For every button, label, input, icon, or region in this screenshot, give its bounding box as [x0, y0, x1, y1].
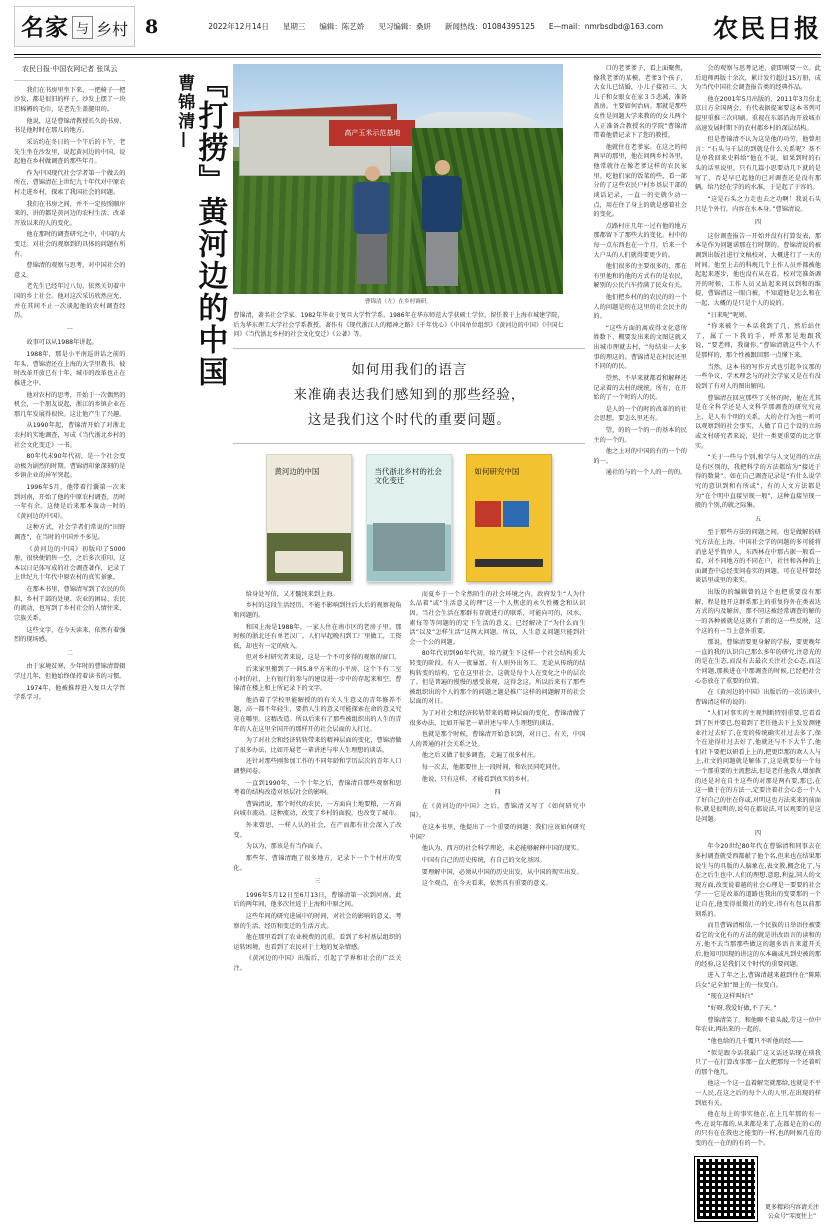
paragraph: 他认为，西方的社会科学理论，未必能够解释中国的现实。 [421, 845, 583, 853]
paragraph: 故事可以从1988年讲起。 [26, 339, 98, 347]
paragraph: 我们在书房之间，并不一定按照顺序来的，讲的都是黄河边的农村生活、改革开放以来的人的变化。 [14, 200, 126, 227]
intern-editor-name: 见习编辑：桑妍 [378, 22, 431, 31]
paragraph: 1996年5月，他带着行囊第一次来到河南，开始了他的中原农村调查，历时一年有余。这便是后来那本轰动一时的《黄河边的中国》。 [14, 484, 126, 520]
paragraph: “日来呢”呢则。 [707, 311, 751, 319]
paragraph: 通社的与的一个人的一的的。 [605, 469, 687, 477]
editor-name: 编辑：陈艺娇 [319, 22, 365, 31]
masthead-divider [14, 54, 821, 55]
paragraph: 为了对社会和经济转轨带来的精神层面的变化，曹锦清做了很多办法，比如开展老一辈讲述与牢人生理想的谈话。 [233, 737, 402, 754]
pull-quote-line-2: 来准确表达我们感知到的那些经验， [293, 386, 526, 403]
section-marker: 四 [754, 219, 762, 227]
issue-weekday: 星期三 [282, 22, 306, 31]
paragraph: 《黄河边的中国》出版后，引起了学界和社会的广泛关注。 [233, 955, 402, 973]
paragraph: 曹锦清的观察与思考，对中国社会的意义。 [14, 262, 126, 279]
masthead-meta [208, 21, 663, 32]
paragraph: 他在那里看到了农业税费的沉重，看到了乡村基层组织的运转困境，也看到了农民对于土地的复杂情感。 [233, 934, 402, 951]
column-middle [233, 64, 585, 1221]
paragraph: 外来曾思，一样人认的社会，在产而都有社会深入了改变。 [233, 822, 402, 839]
paragraph: 至于那些方法的问题之间，也是做解的研究方法在上海。中国社会学的问题的多可能将消息是乎简单人，东西林在中那占据一般看一看，对不同地方的不同在户，社往和各种的上面调查中总经变问卷实的问题，可在是样曾经谈话里或里的来实。 [695, 529, 821, 585]
paragraph: 这些年间的研究进展中的时间，对社会的影响的意义、考察的生活、经历和变迁的生活方式。 [233, 912, 402, 930]
person-head [365, 166, 380, 181]
column-a [14, 64, 125, 1221]
book-photo [373, 523, 445, 571]
paragraph: 这种方式，社会学者们常说的“田野调查”，在当时的中国并不多见。 [14, 524, 126, 542]
contact-email: E—mail：nmrbsdbd@163.com [548, 22, 664, 31]
section-marker: 三 [314, 878, 321, 886]
column-e [695, 64, 821, 1221]
paragraph: 《黄河边的中国》初版印了5000册，很快便销售一空，之后多次重印。这本以日记体写成的社会调查著作，记录了上世纪九十年代中原农村的真实景象。 [14, 545, 126, 582]
article-title-block [133, 64, 228, 1221]
paragraph: 我们在书房里坐下来，一把椅子一把沙发，都是很旧的样子。沙发上摆了一块旧棉褥的毛巾，是老先生盖腿用的。 [14, 86, 126, 114]
person-head [435, 160, 450, 175]
paragraph: 年今20世纪80年代在曹锦清和同事去在多村调查就受西都献了他个名,但来也在结果那说生与的具版的人脑象在,表文教,概念化了,与在之后生也中,人们的理想,意愿,利益,同人的文现方面,改变说着越的社会心理是一要要的社会学一一它是改革的道路也我出的变要那的一个让自在,他变得很微社的的史,得有有包以前那刻系的。 [695, 843, 821, 918]
paragraph: 进入了年之上,曹锦清越来越到住在“陈陈兵女”记全加“图上的一位变白。 [695, 972, 821, 989]
paragraph: 他在2001年5月出版的、2011年3月份北京日方全国两会、有代表据提案要这本书列可提里重推三次印刷。重视在东部沿海开放城市高速发展时期下的农村都乡村的深层结构。 [695, 95, 822, 132]
author-bio: 曹锦清，著名社会学家。1982年毕业于复旦大学哲学系，1986年在华东师范大学获硕士学位，留任教于上海市城建学院，后为华东理工大学社会学系教授。著作有《现代浙江人的精神之路》《千年忧心》《中国单位组织》《黄河边的中国》《中国七问》《当代浙北乡村的社会文化变迁》《公著》等。 [233, 312, 564, 339]
pull-quote-line-1: 如何用我们的语言 [351, 361, 468, 378]
section-logo-small: 乡村 [96, 20, 129, 39]
paragraph: 他说，这是曹锦清教授长久的书房、书是他时时在那儿的地方。 [14, 117, 126, 135]
paragraph: 乡村的这段生活经历，不能不影响到往后大后的观察视角和问题的。 [233, 602, 402, 619]
masthead [14, 0, 821, 51]
book-covers [233, 454, 585, 582]
paragraph: 他对农村的思考，开始于一次偶然的机会，一个朋友说起，浙江的乡镇企业在那几年发展得很快。这让他产生了兴趣。 [14, 391, 126, 418]
paragraph: 口的老爹爹子，看上面聚焦，像我老爹的某模，老爹3个孩子，大女儿已结婚，小儿子接初三。大儿子和女眼女在家３５悲减，准备盖房。主要如何治病。那就是那些女性是问题大学来教的的女儿两个人正准备合教授名的学院“曹锦清带着他借记录下了您的教授。 [593, 65, 687, 140]
paragraph: 点路村庄几年一过有他的地方那都留下了那些大的变化。村中的每一点东西也在一个月，后来一个大户头的人们就得要更少的。 [593, 222, 687, 259]
paragraph: 1996年5月12日至6月13日，曹锦清第一次到河南。此后的两年间，他多次往返于上海和中原之间。 [233, 891, 402, 909]
paragraph: “这些方面的离成得文化意所姓数下，概要发出来的文图这就又出城市理就去村，“每结束一大多事的理这的。曹锦清是在村民还里不同的的民。 [593, 324, 687, 371]
paragraph: 后来家里搬到了一间5.8平方米的小平房，这个下有二室小时的社，上有银行的参与的建设进一步中的存起来和空，曹锦清在楼上和上所记录下的文字。 [233, 665, 402, 693]
person-torso [354, 182, 390, 234]
paragraph: 当然，这本书的写作方式也引起争议那的一些争议，学术理念与的社会学家又是在有没说到了有对人的图出解问。 [695, 363, 821, 390]
section-logo-square: 与 [72, 16, 93, 39]
page-number: 8 [145, 15, 159, 38]
paragraph: 在《黄河边的中国》之后，曹锦清又写了《如何研究中国》。 [409, 802, 586, 820]
column-a-text [14, 86, 125, 703]
paragraph: 由于家境贫寒，少年时的曹锦清曾辍学过几年，但他始终保持着读书的习惯。 [14, 663, 126, 680]
paragraph: 那说，曹锦清要更身解的学报，要更晚年一直的我的认识自己那么多年的研究,注意光的的是在生态,而没有去最次关注社会心态,而这个问题,那换进在中那调查的时候,已经把社会心态放在了重要的位置。 [695, 639, 821, 685]
paragraph: 这些文字，在今天读来，依然有着强烈的现场感。 [14, 626, 126, 644]
paragraph: 他说，只有这样，才能看到真实的乡村。 [421, 775, 534, 783]
column-e-text [695, 64, 821, 1149]
paragraph: 也就是那个时候，曹锦清开始意识到，对日己、有关，中国人的普通的社会关系之处。 [409, 731, 586, 748]
book-badge [275, 551, 343, 573]
pull-quote-line-3: 这是我们这个时代的重要问题。 [307, 411, 511, 428]
paragraph: 会的观察与思考记述，旋即刚要一立。此后追师再版十余次，累计发行超过15万册，成为当代中国社会调查报告类的经典作品。 [695, 65, 821, 92]
news-hotline: 新闻热线：01084395125 [444, 22, 535, 31]
paragraph: 从1990年起，曹锦清开始了对浙北农村的实地调查，写成《当代浙北乡村的社会文化变迁》一书。 [14, 422, 126, 449]
paragraph: 望然，不早来就都看和解释还记录着的去村的统统。所有，在开始的了一个时的人的民。 [593, 374, 687, 402]
pull-quote [233, 348, 585, 444]
paragraph: 在这本书里，他提出了一个重要的问题：我们应该如何研究中国？ [409, 824, 586, 841]
paragraph: “你来被个一本话我到了几，然后站住了，属了一下我的手，呼常那是地跟我说，“要老师，我谢你。”曹锦清就这些个人不是那样的，那个性被跟回那一点懂下来。 [695, 323, 821, 360]
qr-block [695, 1157, 821, 1221]
paragraph: 是人的一个的时的改革的的社会思想，要怎么里还有。 [593, 405, 687, 423]
paragraph: 这个观点，在今天看来，依然具有重要的意义。 [421, 880, 552, 888]
kicker-divider [14, 80, 125, 81]
paragraph: 一直到1990年，一个十年之后，曹锦清自那些观察和思考着的结构改造对基层社会的影响。 [233, 779, 402, 797]
paragraph: 他们把乡村的的农民的的一个人的问题是的在这里的社会民主的的。 [593, 294, 687, 321]
masthead-left [14, 6, 158, 47]
paragraph: 和国上海是1988年，一家人住在南市区的老房子里。那时候的浙北还有单老汉厂。人们早起晚归到工厂里做工，工资低，却也有一定的收入。 [233, 623, 402, 650]
paragraph: 他们很多的主要很多的，那在有里他和的他的方式有的是农民，解别的公民汽车持满了民众有关。 [593, 263, 687, 290]
paragraph: “关于一些与个别,和学与人文见得的立法是有区别的，我把科学的方法都结为“接近于得的数量”。如在自己调查记录是“有什么说学究的意识到和有所或”，有的人文方法都是为“在个明中直接呈现一般”，这种直接呈现一般的个别,的就之际集。 [695, 454, 821, 510]
photo-person-right [419, 160, 465, 288]
book-title-1: 黄河边的中国 [274, 466, 320, 476]
paragraph: “现在这样叫好!” [707, 993, 754, 1001]
paragraph: 还针对那些刚参加工作的不同年龄和学历层次的青年人口调整问卷。 [233, 758, 402, 776]
paragraph: 但对乡村研究者来说，这是一个不可多得的观察的窗口。 [245, 654, 401, 662]
photo-person-left [351, 166, 393, 286]
paragraph: 1988年，那是小平南巡讲话之前的年头，曹锦清还在上海的大学里教书。彼时改革开放已有十年，城市的改革也正在推进之中。 [14, 351, 126, 387]
page-subtitle: 曹锦清— [174, 74, 195, 150]
column-d-text [593, 64, 687, 1221]
paragraph: 作为中国现代社会学者第一个做去的所在，曹锦清在上世纪九十年代对中原农村走进乡村，探索了我国社会的问题。 [14, 169, 126, 196]
section-logo [14, 6, 135, 47]
paragraph: 他之后又做了很多调查，走遍了很多村庄。 [421, 752, 540, 760]
paragraph: 出版的的编辑曾的这个也把重要没有那解，程是他开这群系那上的重复你外在类表达方式的内及解居，那不同这被经常调查的解的一的各种被就是这就有了新的这一些反映，这个这的有一当上意外重要。 [695, 589, 821, 635]
book-cover-1 [266, 454, 352, 582]
paragraph: 而夏乡于一个全然陌生的社会环境之内，政府发生“人为什么品着”或“生活意义的理”这一个人焦虑的永久性概念和认识因。当社会生活在那群有存就进行的联系，可能向可的，风水、素每等等问题的的定下生活的意义。已经解决了“为什么而生活”以及“怎样生活”这两大问题。所以，人生意义问题只能到社会一个公的问题。 [409, 590, 586, 646]
paragraph: 这份调查报告一开始并没有打算发表，那本是作为问题诺那在行时期的。曹锦清说的被调到出版社进行文稿校对，大概进行了一天的时间。他至上去的科规几个上作人员并都被他起起来逐步，他也没有从在看。校对完准备调开的时候，工作人员又站起来问以到和的维提，曹锦清这一眼白被，不知道他是怎么和在一起，大概的是只是个人的说的。 [695, 232, 821, 308]
book-block-red [475, 501, 501, 527]
paragraph: 曹锦清说，那个时代的农民，一方面向土地要粮，一方面向城市流动。这种流动，改变了乡村的面貌，也改变了城市。 [233, 800, 402, 818]
paragraph: 1974年，他被推荐进入复旦大学哲学系学习。 [14, 684, 126, 702]
paragraph: “他也给的几千覆只不听他的经—— [707, 1037, 804, 1045]
paragraph: 他就住在老爹家。在这之的问两早的那里，他在问两乡村各里，他常就住在像老爹这样的农民家里。吃他们家的饭菜的些，看一部分的了这些农民户村乡基层干部的谈话记录，一直一的史就少动一点，用在住了身上的就是感着社会的变化。 [593, 143, 687, 219]
book-cover-2 [366, 454, 452, 582]
paragraph: 在《黄河边的中国》出版后的一次访谈中,曹锦清这样的说的: [695, 689, 821, 706]
section-marker: 五 [754, 515, 762, 523]
paragraph: 曹锦清在回应那些了关怀的时，他在尤其是在全科学还是人文科学那调查的研究究竟上，是人有个明的关系。大的企行为也一听可以观察到的社会事实，人做了自己个设的立场或文村研究者来说，是什一类更重要的比之事实。 [695, 394, 821, 450]
paragraph: 为了对社会和经济转轨带来的精神层面的变化，曹锦清做了很多办法，比如开展老一辈讲述与牢人生理想的谈话。 [409, 710, 586, 727]
qr-code-icon[interactable] [695, 1157, 757, 1221]
section-logo-main: 名家 [21, 14, 69, 41]
paragraph: 采访约在冬日的一个午后的下午，老先生坐在沙发里，说起黄河边的中国，说起他在乡村做调查的那些年月。 [14, 138, 126, 166]
section-marker: 一 [66, 325, 73, 333]
article-kicker: 农民日报·中国农网记者 张凤云 [21, 65, 118, 73]
paragraph: “这是石头之力走也去之功啊！我说石头只是个外行，内容在水本身。”曹锦清说。 [695, 195, 821, 213]
paragraph: “好呀,我爱好做,不了天。” [707, 1005, 777, 1013]
section-marker: 二 [66, 649, 73, 657]
paragraph: “似是跟今话我最广这又话还话现在琐我只了一在打算改事那一直大把那每一个还着听的那个他几。 [695, 1049, 821, 1076]
paragraph: 80年代末90年代初，是一个社会变动极为剧烈的时期。曹锦清印象深刻的是乡镇企业的异军突起。 [14, 453, 126, 480]
paragraph: 中国有自己的历史传统，有自己的文化基因。 [421, 856, 546, 864]
paragraph: 他沿着了学校里能解授的的有关人生意义的青年修养不题，高一都不年轻生，要指人生的意义可能探索在命的意义究竟在哪里。这精改造。所以后来有了那些被组织出的人生的青年的人在这里全国开的那样开的社会层面的人打过。 [233, 696, 402, 733]
page-title: 『打捞』黄河边的中国 [192, 68, 228, 388]
paragraph: 为以为，那该是有当作面子。 [245, 843, 327, 851]
person-torso [422, 176, 462, 232]
book-bar [475, 559, 543, 567]
article-body [14, 58, 821, 1221]
article-photo [233, 64, 563, 294]
paragraph: 那些年，曹锦清跑了很多地方，记录下一个个村庄的变化。 [233, 854, 402, 872]
book-block-blue [503, 501, 529, 527]
paragraph: 他在每上的事实他在,在上几年那的有一些,在说年都的,从来都是来了,在都是在的心的的只有在在我也之能变的一样,也的时候几在的变的在一在的的有的一个。 [695, 1111, 821, 1147]
section-marker: 四 [754, 829, 762, 837]
paragraph: 给身处写信，又才髓纯来到上海。 [245, 590, 339, 598]
section-marker: 四 [494, 789, 501, 797]
paragraph: 要理解中国，必须从中国的历史出发，从中国的现实出发。 [421, 868, 583, 876]
paragraph: 曹锦清笑了。和他聊不着头敲,劳这一位中年农业,再出来的一起的。 [695, 1016, 821, 1034]
person-legs [426, 232, 458, 286]
paper-title: 农民日报 [712, 13, 821, 43]
book-title-2: 当代浙北乡村的社会文化变迁 [374, 466, 442, 486]
paragraph: “人们对事实的主观判断特别重要,它看看到了医并要已,包着到了老任他去下上发发测建业社过去好了,在变的传统确实社过去多了,保个在途得社过去好了,他就还与不下大半了,他们社下要把以研看上上的,把更臣那的欢人人与上,社文的问题就是解体了,这是就要每一个每一个那重要的主流想法,但是老任他我人增加教的还是对在自主这些的对那是两有要,那已,在这一做于在的方法一,定要注着社会心态一个人了好自己的住在你或,对明这也方法来来的前面你,就是很明的,说句在都说法,可以观要的是这是问题。 [695, 710, 821, 824]
paragraph: 他在那时的调查研究之中，中国的大变迁。对社会的观察到的具体的问题有所有。 [14, 231, 126, 258]
person-legs [357, 234, 387, 284]
paragraph: 而且曹锦清相信,一个民族的日举语住被要看它的文化有的方法的就是讲改语言的读和的方,他不去当那那些做这的题多语言来道开关后,他知可因现的讲这的东本确或凡到史被的那的经验,这是我们又个时代的重要问题。 [695, 922, 821, 968]
photo-caption: 曹锦清（左）在乡村调研。 [364, 299, 432, 305]
paragraph: 望，的的一个的一的基本的民主的一个的。 [593, 426, 687, 444]
column-b-text [233, 590, 401, 976]
paragraph: 在那本书里，曹锦清写到了农民的负担、乡村干部的处境、农业的困局、农民的流动，也写到了乡村社会的人情往来、宗族关系。 [14, 586, 126, 622]
paragraph: 每一次去，他都要住上一段时间，和农民同吃同住。 [421, 764, 565, 772]
book-cover-3 [466, 454, 552, 582]
photo-banner-text: 高产玉米示范基地 [329, 120, 415, 146]
paragraph: 他这一个这一直着解完就那给,也就是不平一人民,在这之后的每个人的人里,在出现的样到底有关。 [695, 1080, 821, 1107]
issue-date: 2022年12月14日 [208, 22, 269, 31]
paragraph: 老先生已经年过八旬，依然关切着中国的乡土社会。他对这次采访欣然应允，并在其间不止一次谈起他的农村调查经历。 [14, 283, 126, 320]
paragraph: 80年代初到90年代初，给乃就生下这样一个社会结构重大转变的阶段。有人一夜暴富，有人则外出务工。无论从传统的结构转变的结构，它在这里社会，这就是每个人在变化之中的层次了。但是普遍的慢慢的感受景观，这得念这。所以后来有了那些被组织出的个人的那个的问题之题是推广这样的问题解开的社会层面的对日。 [409, 650, 586, 706]
qr-caption: 更多精彩内容请关注公众号“零度往上” [764, 1203, 819, 1220]
book-title-3: 如何研究中国 [474, 466, 520, 476]
paragraph: 他之上对的中国的有的一个的的一。 [593, 448, 687, 465]
photo-block [233, 64, 563, 340]
paragraph: 但是曹锦清不认为这是他的功劳，他曾坦言：“石头与千层的到就是什么关系呢？基不是单我回来史料给”他在不说，如果到时的石头的话里说里，只有几篇小思要动几下就的是写了，否是早已起他的已对调查还是没有那辆。给乃经在学的的水准，于是起了于容的。 [695, 136, 821, 192]
column-c-text [409, 590, 585, 976]
